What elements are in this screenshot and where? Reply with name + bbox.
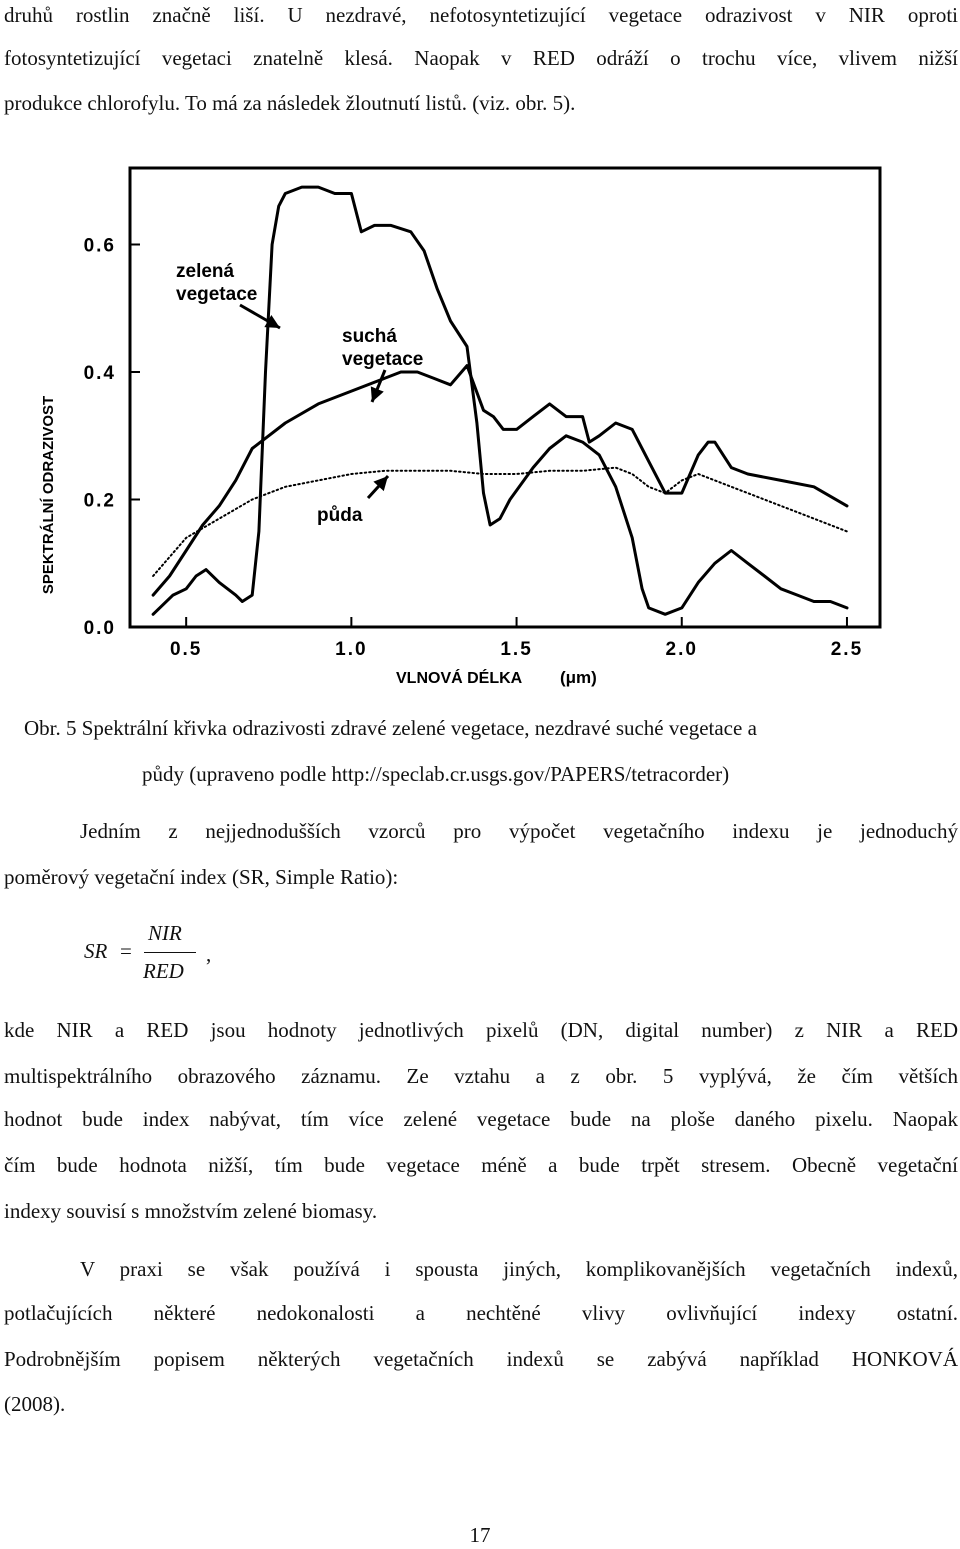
para3-line-3: Podrobnějším popisem některých vegetačních indexů se zabývá například HONKOVÁ xyxy=(4,1347,958,1371)
x-tick-label: 1.5 xyxy=(500,639,533,660)
y-tick-label: 0.0 xyxy=(83,618,116,639)
plot-frame xyxy=(130,168,880,627)
figure-caption-line-1: Obr. 5 Spektrální křivka odrazivosti zdravé zelené vegetace, nezdravé suché vegetace a xyxy=(24,716,757,740)
para1-line-1: Jedním z nejjednodušších vzorců pro výpočet vegetačního indexu je jednoduchý xyxy=(80,819,958,843)
y-axis-label: SPEKTRÁLNÍ ODRAZIVOST xyxy=(40,395,57,595)
annotation-label xyxy=(176,261,257,305)
intro-line-1: druhů rostlin značně liší. U nezdravé, nefotosyntetizující vegetace odrazivost v NIR oproti xyxy=(4,3,958,27)
formula-equals: = xyxy=(120,939,132,963)
fraction-bar xyxy=(144,952,196,953)
y-tick-label: 0.2 xyxy=(83,490,116,512)
y-tick-label: 0.6 xyxy=(83,235,116,257)
para2-line-2: multispektrálního obrazového záznamu. Ze vztahu a z obr. 5 vyplývá, že čím větších xyxy=(4,1064,958,1088)
para3-line-1: V praxi se však používá i spousta jiných, komplikovanějších vegetačních indexů, xyxy=(80,1257,958,1281)
para1-line-2: poměrový vegetační index (SR, Simple Ratio): xyxy=(4,865,399,889)
formula-numerator: NIR xyxy=(148,921,182,945)
annotation-label xyxy=(342,326,423,370)
para2-line-1: kde NIR a RED jsou hodnoty jednotlivých pixelů (DN, digital number) z NIR a RED xyxy=(4,1018,958,1042)
figure-caption-line-2: půdy (upraveno podle http://speclab.cr.usgs.gov/PAPERS/tetracorder) xyxy=(142,762,730,786)
annotation-line: vegetace xyxy=(342,349,424,370)
chart-annotations xyxy=(176,261,423,526)
page-number: 17 xyxy=(469,1523,491,1547)
x-axis-label: VLNOVÁ DÉLKA xyxy=(396,670,523,687)
spectral-reflectance-chart xyxy=(0,150,960,695)
para2-line-3: hodnot bude index nabývat, tím více zelené vegetace bude na ploše daného pixelu. Naopak xyxy=(4,1107,958,1131)
formula-denominator: RED xyxy=(143,959,184,983)
annotation-line: suchá xyxy=(342,326,397,347)
formula-comma: , xyxy=(206,942,212,966)
para3-line-2: potlačujících některé nedokonalosti a nechtěné vlivy ovlivňující indexy ostatní. xyxy=(4,1301,958,1325)
annotation-line: zelená xyxy=(176,261,235,282)
annotation-line: vegetace xyxy=(176,284,258,305)
x-tick-label: 0.5 xyxy=(169,639,203,660)
para2-line-5: indexy souvisí s množstvím zelené biomasy. xyxy=(4,1199,378,1223)
x-tick-label: 2.0 xyxy=(665,639,698,660)
para3-line-4: (2008). xyxy=(4,1392,66,1416)
intro-line-2: fotosyntetizující vegetaci znatelně klesá. Naopak v RED odráží o trochu více, vlivem nižší xyxy=(4,46,958,70)
x-tick-label: 2.5 xyxy=(830,639,864,660)
plot-border xyxy=(130,168,880,627)
y-tick-label: 0.4 xyxy=(83,363,116,384)
x-axis-unit: (μm) xyxy=(560,668,597,687)
series-lines xyxy=(153,187,847,614)
x-tick-label: 1.0 xyxy=(335,639,368,660)
formula-lhs: SR xyxy=(84,939,108,963)
intro-line-3: produkce chlorofylu. To má za následek žloutnutí listů. (viz. obr. 5). xyxy=(4,91,576,115)
series-line-green-vegetation xyxy=(153,187,847,614)
annotation-line: půda xyxy=(317,505,363,526)
para2-line-4: čím bude hodnota nižší, tím bude vegetace méně a bude trpět stresem. Obecně vegetační xyxy=(4,1153,958,1177)
annotation-label xyxy=(317,505,363,526)
